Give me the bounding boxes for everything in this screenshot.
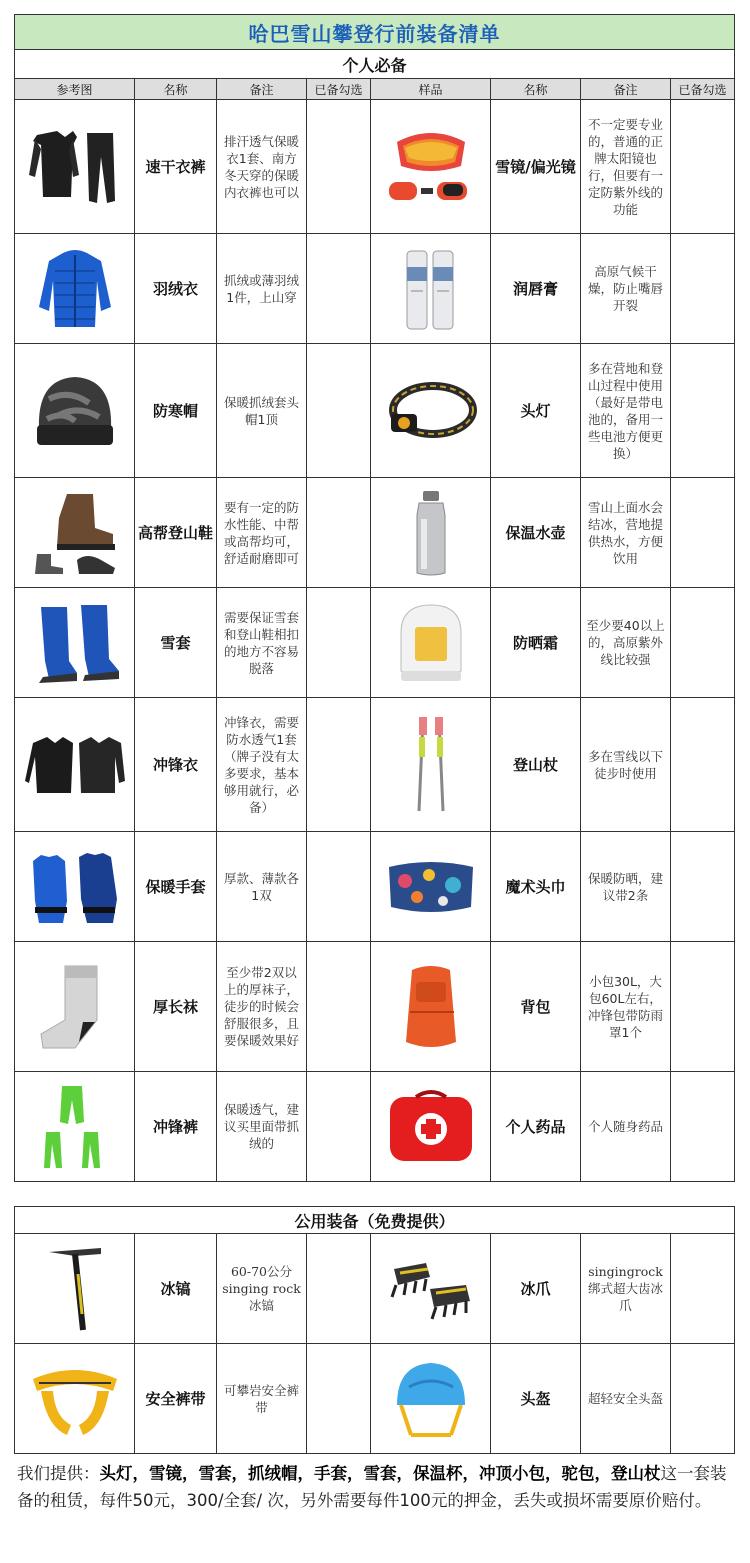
table-row xyxy=(15,344,735,478)
table-row xyxy=(15,1344,735,1454)
ice-axe-icon xyxy=(15,1234,135,1344)
item-note: 抓绒或薄羽绒1件，上山穿 xyxy=(217,234,307,344)
table-row xyxy=(15,1234,735,1344)
item-name: 雪套 xyxy=(135,588,217,698)
item-name: 冲锋衣 xyxy=(135,698,217,832)
check-box[interactable] xyxy=(671,344,735,478)
item-name: 冰镐 xyxy=(135,1234,217,1344)
item-name: 冰爪 xyxy=(491,1234,581,1344)
header-check: 已备勾选 xyxy=(307,79,371,100)
equipment-sheet xyxy=(14,14,734,1454)
item-name: 头灯 xyxy=(491,344,581,478)
header-name: 名称 xyxy=(135,79,217,100)
item-note: 个人随身药品 xyxy=(581,1072,671,1182)
item-name: 魔术头巾 xyxy=(491,832,581,942)
item-note: 至少要40以上的，高原紫外线比较强 xyxy=(581,588,671,698)
trekking-poles-icon xyxy=(371,698,491,832)
table-row xyxy=(15,942,735,1072)
check-box[interactable] xyxy=(671,100,735,234)
item-note: 高原气候干燥，防止嘴唇开裂 xyxy=(581,234,671,344)
item-note: 保暖透气，建议买里面带抓绒的 xyxy=(217,1072,307,1182)
item-note: 保暖抓绒套头帽1顶 xyxy=(217,344,307,478)
item-note: 可攀岩安全裤带 xyxy=(217,1344,307,1454)
check-box[interactable] xyxy=(671,588,735,698)
item-name: 高帮登山鞋 xyxy=(135,478,217,588)
header-note: 备注 xyxy=(217,79,307,100)
check-box[interactable] xyxy=(307,100,371,234)
section-title-public: 公用装备（免费提供） xyxy=(15,1207,735,1234)
item-name: 厚长袜 xyxy=(135,942,217,1072)
lip-balm-icon xyxy=(371,234,491,344)
item-name: 保暖手套 xyxy=(135,832,217,942)
item-name: 润唇膏 xyxy=(491,234,581,344)
check-box[interactable] xyxy=(307,1234,371,1344)
check-box[interactable] xyxy=(307,1072,371,1182)
item-note: 至少带2双以上的厚袜子，徒步的时候会舒服很多，且要保暖效果好 xyxy=(217,942,307,1072)
check-box[interactable] xyxy=(307,344,371,478)
table-row xyxy=(15,100,735,234)
item-note: 超轻安全头盔 xyxy=(581,1344,671,1454)
backpack-icon xyxy=(371,942,491,1072)
check-box[interactable] xyxy=(307,942,371,1072)
beanie-icon xyxy=(15,344,135,478)
rental-notice xyxy=(17,1460,733,1514)
header-check-right: 已备勾选 xyxy=(671,79,735,100)
check-box[interactable] xyxy=(307,478,371,588)
rental-items: 头灯，雪镜，雪套，抓绒帽，手套，雪套，保温杯，冲顶小包，驼包，登山杖 xyxy=(99,1464,661,1483)
item-name: 背包 xyxy=(491,942,581,1072)
header-sample: 样品 xyxy=(371,79,491,100)
thermos-icon xyxy=(371,478,491,588)
item-name: 雪镜/偏光镜 xyxy=(491,100,581,234)
item-note: singingrock绑式超大齿冰爪 xyxy=(581,1234,671,1344)
table-row xyxy=(15,698,735,832)
table-row xyxy=(15,478,735,588)
check-box[interactable] xyxy=(307,588,371,698)
rental-terms: 这一套装备的租赁，每件50元，300/全套/ 次，另外需要每件100元的押金，丢失或损坏需要原价赔付。 xyxy=(17,1464,727,1510)
table-row xyxy=(15,832,735,942)
check-box[interactable] xyxy=(307,1344,371,1454)
quick-dry-clothing-icon xyxy=(15,100,135,234)
check-box[interactable] xyxy=(671,1234,735,1344)
helmet-icon xyxy=(371,1344,491,1454)
item-name: 羽绒衣 xyxy=(135,234,217,344)
check-box[interactable] xyxy=(671,1344,735,1454)
check-box[interactable] xyxy=(307,698,371,832)
header-note-right: 备注 xyxy=(581,79,671,100)
check-box[interactable] xyxy=(307,234,371,344)
gloves-icon xyxy=(15,832,135,942)
page-title: 哈巴雪山攀登行前装备清单 xyxy=(15,15,735,50)
table-row xyxy=(15,588,735,698)
header-reference-image: 参考图 xyxy=(15,79,135,100)
sock-icon xyxy=(15,942,135,1072)
shell-jacket-icon xyxy=(15,698,135,832)
personal-gear-table xyxy=(14,14,735,1182)
check-box[interactable] xyxy=(671,942,735,1072)
hiking-boots-icon xyxy=(15,478,135,588)
item-note: 保暖防晒，建议带2条 xyxy=(581,832,671,942)
item-name: 保温水壶 xyxy=(491,478,581,588)
item-name: 防晒霜 xyxy=(491,588,581,698)
item-name: 安全裤带 xyxy=(135,1344,217,1454)
check-box[interactable] xyxy=(671,1072,735,1182)
header-name-right: 名称 xyxy=(491,79,581,100)
rental-intro: 我们提供： xyxy=(17,1464,100,1483)
first-aid-kit-icon xyxy=(371,1072,491,1182)
gaiters-icon xyxy=(15,588,135,698)
table-row xyxy=(15,1072,735,1182)
item-note: 冲锋衣，需要防水透气1套（牌子没有太多要求，基本够用就行，必备） xyxy=(217,698,307,832)
public-gear-table xyxy=(14,1206,735,1454)
check-box[interactable] xyxy=(671,698,735,832)
shell-pants-icon xyxy=(15,1072,135,1182)
ski-goggles-icon xyxy=(371,100,491,234)
item-name: 冲锋裤 xyxy=(135,1072,217,1182)
crampons-icon xyxy=(371,1234,491,1344)
check-box[interactable] xyxy=(671,234,735,344)
item-note: 要有一定的防水性能、中帮或高帮均可，舒适耐磨即可 xyxy=(217,478,307,588)
buff-scarf-icon xyxy=(371,832,491,942)
item-name: 个人药品 xyxy=(491,1072,581,1182)
climbing-harness-icon xyxy=(15,1344,135,1454)
item-name: 头盔 xyxy=(491,1344,581,1454)
item-note: 需要保证雪套和登山鞋相扣的地方不容易脱落 xyxy=(217,588,307,698)
down-jacket-icon xyxy=(15,234,135,344)
item-note: 厚款、薄款各1双 xyxy=(217,832,307,942)
sunscreen-icon xyxy=(371,588,491,698)
item-name: 登山杖 xyxy=(491,698,581,832)
item-note: 小包30L，大包60L左右，冲锋包带防雨罩1个 xyxy=(581,942,671,1072)
item-note: 排汗透气保暖衣1套、南方冬天穿的保暖内衣裤也可以 xyxy=(217,100,307,234)
headlamp-icon xyxy=(371,344,491,478)
table-row xyxy=(15,234,735,344)
check-box[interactable] xyxy=(671,832,735,942)
item-name: 防寒帽 xyxy=(135,344,217,478)
check-box[interactable] xyxy=(671,478,735,588)
item-name: 速干衣裤 xyxy=(135,100,217,234)
section-title-personal: 个人必备 xyxy=(15,50,735,79)
item-note: 多在雪线以下徒步时使用 xyxy=(581,698,671,832)
item-note: 雪山上面水会结冰，营地提供热水，方便饮用 xyxy=(581,478,671,588)
item-note: 60-70公分singing rock冰镐 xyxy=(217,1234,307,1344)
item-note: 多在营地和登山过程中使用（最好是带电池的，备用一些电池方便更换） xyxy=(581,344,671,478)
check-box[interactable] xyxy=(307,832,371,942)
item-note: 不一定要专业的，普通的正牌太阳镜也行，但要有一定防紫外线的功能 xyxy=(581,100,671,234)
